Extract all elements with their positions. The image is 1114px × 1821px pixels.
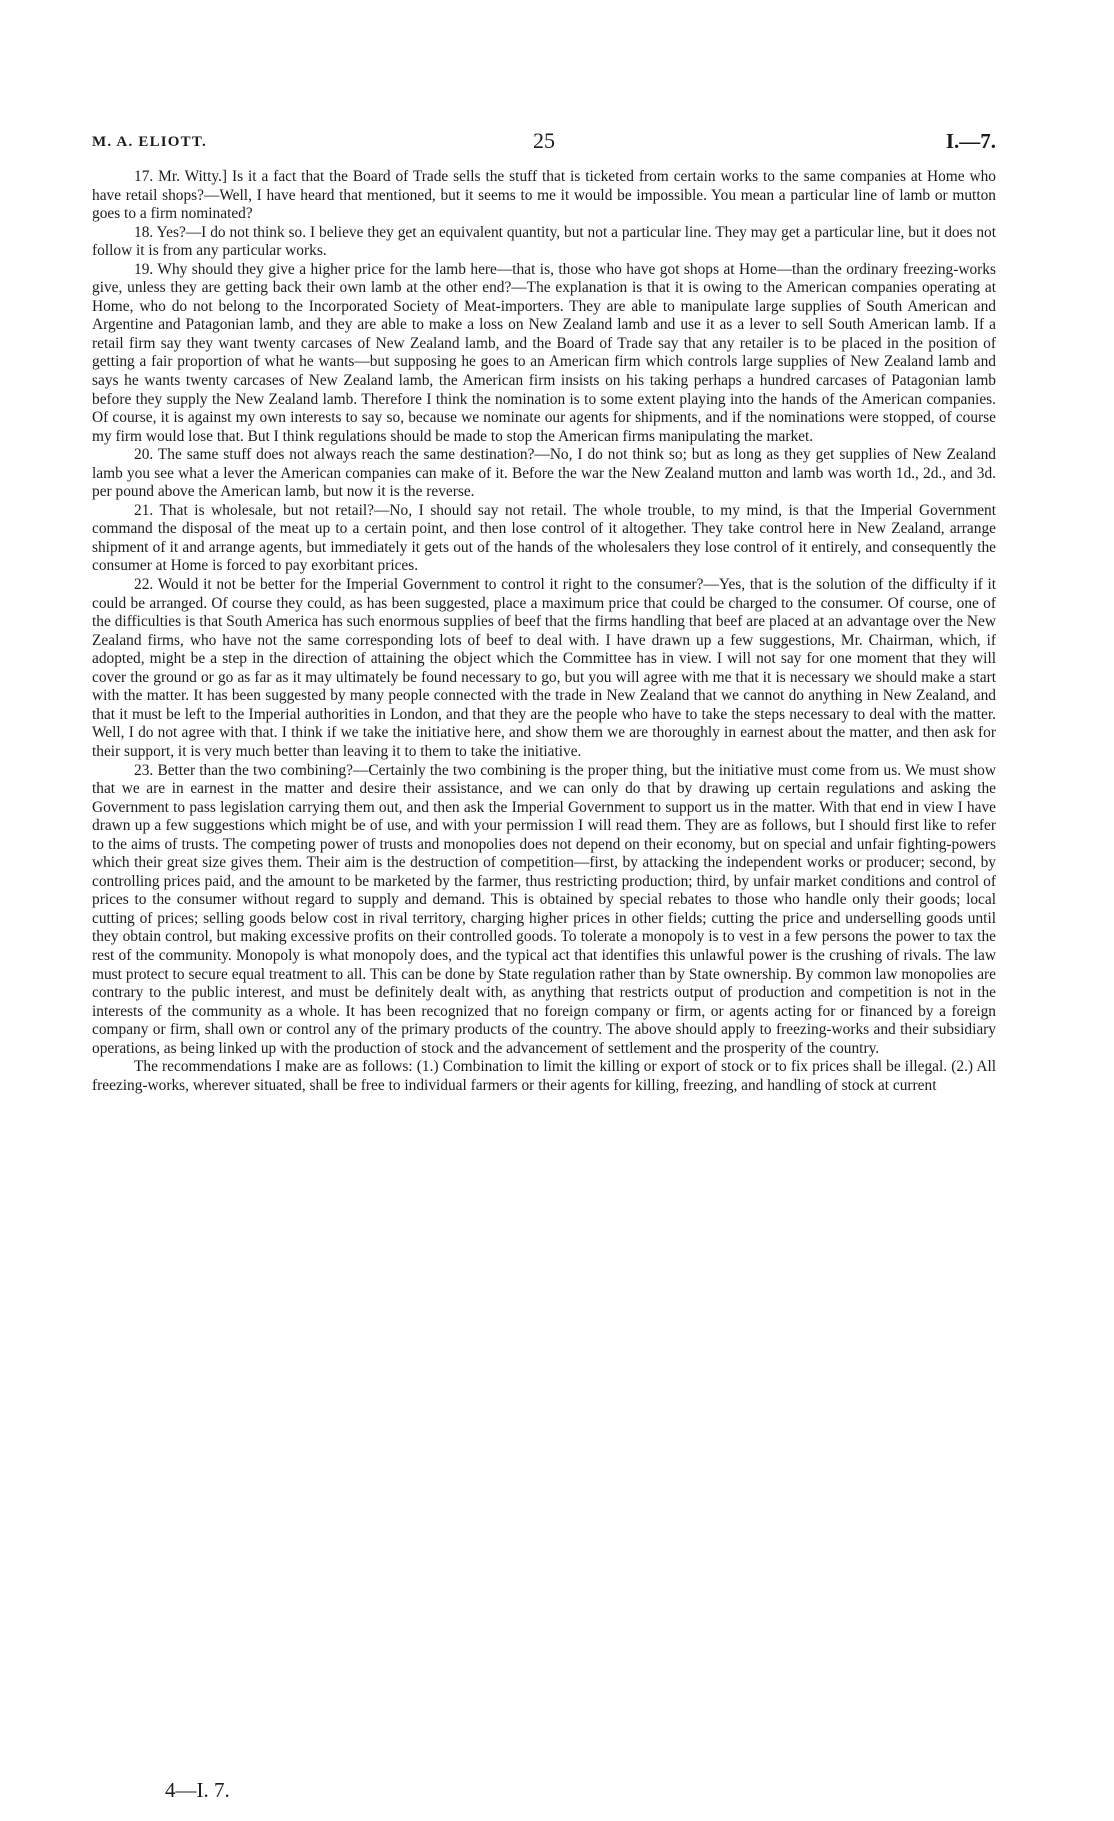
- paragraph-17: 17. Mr. Witty.] Is it a fact that the Board of Trade sells the stuff that is ticketed from certain works to the same companies at Home who have retail shops?—Well, I have heard that mentioned, but it seems to me it would be impossible. You mean a particular line of lamb or mutton goes to a firm nominated?: [92, 168, 996, 223]
- paper-reference: I.—7.: [945, 129, 996, 153]
- paragraph-recommendations: The recommendations I make are as follows: (1.) Combination to limit the killing or export of stock or to fix prices shall be illegal. (2.) All freezing-works, wherever situated, shall be free to individual farmers or their agents for killing, freezing, and handling of stock at current: [92, 1058, 996, 1094]
- document-body: [92, 168, 996, 1095]
- page-number: 25: [533, 128, 555, 153]
- signature-mark: 4—I. 7.: [165, 1778, 230, 1802]
- paragraph-20: 20. The same stuff does not always reach the same destination?—No, I do not think so; but as long as they get supplies of New Zealand lamb you see what a lever the American companies can make of it. Before the war the New Zealand mutton and lamb was worth 1d., 2d., and 3d. per pound above the American lamb, but now it is the reverse.: [92, 446, 996, 501]
- paragraph-22: 22. Would it not be better for the Imperial Government to control it right to the consumer?—Yes, that is the solution of the difficulty if it could be arranged. Of course they could, as has been suggested, place a maximum price that could be charged to the consumer. Of course, one of the difficulties is that South America has such enormous supplies of beef that the firms handling that beef are placed at an advantage over the New Zealand firms, who have not the same corresponding lots of beef to deal with. I have drawn up a few suggestions, Mr. Chairman, which, if adopted, might be a step in the direction of attaining the object which the Committee has in view. I will not say for one moment that they will cover the ground or go as far as it may ultimately be found necessary to go, but you will agree with me that it is necessary we should make a start with the matter. It has been suggested by many people connected with the trade in New Zealand that we cannot do anything in New Zealand, and that it must be left to the Imperial authorities in London, and that they are the people who have to take the steps necessary to deal with the matter. Well, I do not agree with that. I think if we take the initiative here, and show them we are thoroughly in earnest about the matter, and then ask for their support, it is very much better than leaving it to them to take the initiative.: [92, 576, 996, 760]
- paragraph-23: 23. Better than the two combining?—Certainly the two combining is the proper thing, but the initiative must come from us. We must show that we are in earnest in the matter and desire their assistance, and we can only do that by drawing up certain regulations and asking the Government to pass legislation carrying them out, and then ask the Imperial Government to support us in the matter. With that end in view I have drawn up a few suggestions which might be of use, and with your permission I will read them. They are as follows, but I should first like to refer to the aims of trusts. The competing power of trusts and monopolies does not depend on their economy, but on special and unfair fighting-powers which their great size gives them. Their aim is the destruction of competition—first, by attacking the independent works or producer; second, by controlling prices paid, and the amount to be marketed by the farmer, thus restricting production; third, by unfair market conditions and control of prices to the consumer without regard to supply and demand. This is obtained by special rebates to those who handle only their goods; local cutting of prices; selling goods below cost in rival territory, charging higher prices in other fields; cutting the price and underselling goods until they obtain control, but making excessive profits on their controlled goods. To tolerate a monopoly is to vest in a few persons the power to tax the rest of the community. Monopoly is what monopoly does, and the typical act that identifies this unlawful power is the crushing of rivals. The law must protect to secure equal treatment to all. This can be done by State regulation rather than by State ownership. By common law monopolies are contrary to the public interest, and must be definitely dealt with, as anything that restricts output of production and competition is not in the interests of the community as a whole. It has been recognized that no foreign company or firm, or agents acting for or financed by a foreign company or firm, shall own or control any of the primary products of the country. The above should apply to freezing-works and their subsidiary operations, as being linked up with the production of stock and the advancement of settlement and the prosperity of the country.: [92, 761, 996, 1057]
- document-page: [92, 128, 996, 1095]
- page-header: [92, 128, 996, 160]
- paragraph-21: 21. That is wholesale, but not retail?—No, I should say not retail. The whole trouble, to my mind, is that the Imperial Government command the disposal of the meat up to a certain point, and then lose control of it altogether. They take control here in New Zealand, arrange shipment of it and arrange agents, but immediately it gets out of the hands of the wholesalers they lose control of it entirely, and consequently the consumer at Home is forced to pay exorbitant prices.: [92, 501, 996, 575]
- witness-name: M. A. ELIOTT.: [92, 134, 207, 150]
- paragraph-18: 18. Yes?—I do not think so. I believe they get an equivalent quantity, but not a particular line. They may get a particular line, but it does not follow it is from any particular works.: [92, 223, 996, 260]
- paragraph-19: 19. Why should they give a higher price for the lamb here—that is, those who have got shops at Home—than the ordinary freezing-works give, unless they are getting back their own lamb at the other end?—The explanation is that it is owing to the American companies operating at Home, who do not belong to the Incorporated Society of Meat-importers. They are able to manipulate large supplies of South American and Argentine and Patagonian lamb, and they are able to make a loss on New Zealand lamb and use it as a lever to sell South American lamb. If a retail firm say they want twenty carcases of New Zealand lamb, and the Board of Trade say that any retailer is to be placed in the position of getting a fair proportion of what he wants—but supposing he goes to an American firm which controls large supplies of New Zealand lamb and says he wants twenty carcases of New Zealand lamb, the American firm insists on his taking perhaps a hundred carcases of Patagonian lamb before they supply the New Zealand lamb. Therefore I think the nomination is to some extent playing into the hands of the American companies. Of course, it is against my own interests to say so, because we nominate our agents for shipments, and if the nominations were stopped, of course my firm would lose that. But I think regulations should be made to stop the American firms manipulating the market.: [92, 260, 996, 445]
